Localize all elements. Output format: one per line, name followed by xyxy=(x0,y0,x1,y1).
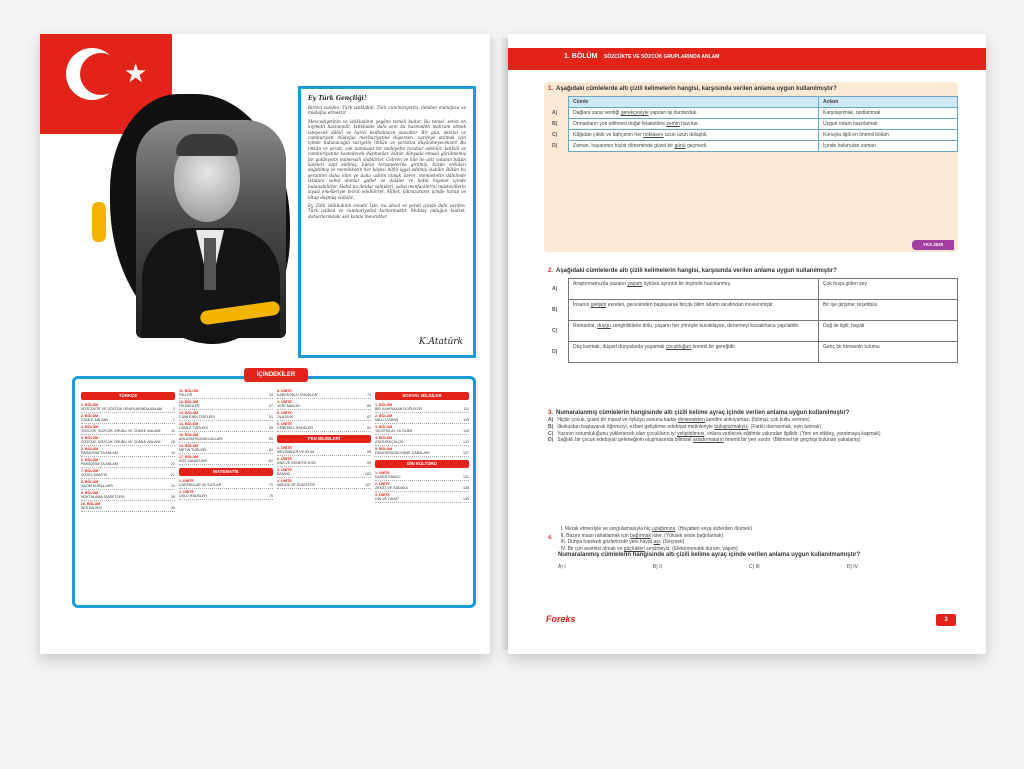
sentence-cell: Düş kurmak, düşsel dünyalarda yaşamak çocukluğun önemli bir gereğidir. xyxy=(569,342,819,363)
sentence-cell: Ormanların yok edilmesi doğal felaketlere zemin hazırlar. xyxy=(569,119,819,130)
toc-chapter: 2. ÜNİTE xyxy=(277,457,292,461)
option-letter: D) xyxy=(552,349,558,356)
toc-item-label: DEMOKRATİKLEŞME ÇABALARI xyxy=(375,451,430,456)
youth-address-box xyxy=(298,86,476,358)
toc-item-page: 87 xyxy=(367,415,371,420)
toc-item-label: FİİLLER xyxy=(179,393,193,398)
right-page xyxy=(508,34,986,654)
option-letter: C) xyxy=(552,328,558,335)
toc-chapter: 14. BÖLÜM xyxy=(179,422,199,426)
table-row xyxy=(548,141,958,152)
toc-item xyxy=(277,426,371,432)
toc-item-label: MİLLİ UYANIŞ xyxy=(375,418,399,423)
toc-item-label: CÜMLENİN ÖGELERİ xyxy=(179,415,215,420)
toc-column-1 xyxy=(81,389,175,513)
option-letter: B) xyxy=(548,424,554,430)
underlined-word: gerekçesiyle xyxy=(620,110,649,117)
option-letter: A) xyxy=(552,286,558,293)
toc-item-label: SES BİLGİSİ xyxy=(81,506,102,511)
toc-item-label: MEVSİMLER VE İKLİM xyxy=(277,450,315,455)
toc-chapter: 1. BÖLÜM xyxy=(81,403,99,407)
toc-item-label: SÖZCÜK, SÖZCÜK GRUBU VE CÜMLE ANLAMI xyxy=(81,440,161,445)
letter-body: Birinci vazifen, Türk istiklâlini, Türk cumhuriyetini, ilelebet muhafaza ve müdafaa etmektir. Mevcudiyetinin ve istikbalinin yegâne temeli budur. Bu temel, senin en kıymetli hazinendir. İstikbalde dahi seni bu hazineden mahrum etmek isteyecek dâhilî ve haricî bedhahların olacaktır. Bir gün, istiklal ve cumhuriyeti müdafaa mecburiyetine düşersen, vazifeye atılmak için içinde bulunacağın vaziyetin imkân ve şeraitini düşünmeyeceksin! Bu imkân ve şerait, çok namüsait bir mahiyette tezahür edebilir. İstiklâl ve cumhuriyetine kastedecek düşmanlar, bütün dünyada emsali görülmemiş bir galibiyetin mümessili olabilirler. Cebren ve hile ile aziz vatanın bütün kaleleri zapt edilmiş, bütün tersanelerine girilmiş, bütün orduları dağıtılmış ve memleketin her köşesi bilfiil işgal edilmiş olabilir. Bütün bu şeraitten daha elim ve daha vahim olmak üzere, memleketin dâhilinde iktidara sahip olanlar gaflet ve dalâlet ve hattâ hıyanet içinde bulunabilirler. Hattâ bu iktidar sahipleri, şahsi menfaatlerini müstevlilerin siyasi emelleriyle tevhit edebilirler. Millet, fakruzaruret içinde harap ve bîtap düşmüş olabilir. Ey Türk istikbalinin evladı! İşte, bu ahval ve şerait içinde dahi vazifen, Türk istiklal ve cumhuriyetini kurtarmaktır. Muhtaç olduğun kudret, damarlarındaki asil kanda mevcuttur. xyxy=(308,105,466,219)
toc-item-page: 131 xyxy=(463,475,469,480)
toc-item xyxy=(81,429,175,435)
publisher-logo: Foreks xyxy=(546,614,576,624)
page-number: 3 xyxy=(936,614,956,626)
toc-item-label: METİN TÜRLERİ xyxy=(179,448,207,453)
toc-item-page: 39 xyxy=(171,506,175,511)
toc-column-4 xyxy=(375,389,469,504)
table-row xyxy=(548,119,958,130)
option-letter: D) xyxy=(548,437,554,444)
numbered-sentence: III. Dünya hareketi gözlemcide yeni hayat aşı. (Seçmek) xyxy=(560,539,685,546)
toc-item xyxy=(81,473,175,479)
toc-chapter: 1. ÜNİTE xyxy=(375,471,390,475)
toc-chapter: 17. BÖLÜM xyxy=(179,455,199,459)
toc-item-label: VERİ ANALİZİ xyxy=(277,404,300,409)
toc-item xyxy=(81,407,175,413)
toc-item-label: ANLATIM BOZUKLUKLARI xyxy=(179,437,223,442)
table-row xyxy=(548,130,958,141)
toc-chapter: 5. ÜNİTE xyxy=(277,411,292,415)
toc-item xyxy=(81,418,175,424)
toc-item xyxy=(81,495,175,501)
toc-item-label: YA İSTİKLAL YA ÖLÜM xyxy=(375,429,413,434)
underlined-word: çocukluğun xyxy=(665,344,692,351)
meaning-cell: İçinde bulunulan zaman xyxy=(819,141,958,152)
toc-item-label: CEBİRSEL İFADELER xyxy=(277,426,314,431)
toc-item xyxy=(375,497,469,503)
question-1-table: Cümle Anlam A) Dağlara zarar verdiği gerekçesiyle yapılan işi durdurduk. Karşılaşılmak, rastlanmak B) Ormanların yok edilmesi doğal felaketlere zemin hazırlar. Uygun ortam hazırlamak C) Kâğıdan çıktık ve bahçenin her noktasını uzun uzun dolaştık. Konuyla ilgili en önemli bölüm D) Zaman, hayatımın hiçbir döneminde güzel bir günü geçmedi. İçinde bulunulan zaman xyxy=(548,96,958,152)
question-3: 3. Numaralanmış cümlelerin hangisinde altı çizili kelime ayraç içinde verilen anlama uygun kullanılmıştır? A) Hiçbir çocuk, güzel bir masal ve öyküyü sonuna kadar dinlemekten kendini alıkoyamaz. (İçtimai, çok kutlu vermek) B) İlkokuldan başlayarak öğrenciyi, ezberi geliştirme edebiyat metinleriyle buluşturmalıyız. (Farklı davranmak, eyin tutmak) C) Yazının sorumluluğunu yüklenecek olan çocukların iyi yetiştirilmesi, onlara verilecek eğitimle yakından ilgilidir. (Yeni en etkileş, yaratmaya kapmak) D) Sağlıklı bir çocuk edebiyatı geleneğinin oluşmasında bilimsel araştırmaların önemli bir yeri vardır. (Bilimsel bir geçmişi bulunan yakalanış) xyxy=(548,410,958,444)
answer-choice: A) I xyxy=(558,563,566,570)
toc-item-page: 23 xyxy=(171,462,175,467)
toc-item-page: 59 xyxy=(269,437,273,442)
toc-item xyxy=(277,404,371,410)
toc-chapter: 1. ÜNİTE xyxy=(179,479,194,483)
toc-chapter: 10. BÖLÜM xyxy=(81,502,101,506)
underlined-word: zemin xyxy=(666,121,680,128)
answer-option: C) Yazının sorumluluğunu yüklenecek olan çocukların iyi yetiştirilmesi, onlara verilecek eğitimle yakından ilgilidir. (Yeni en etkileş, yaratmaya kapmak) xyxy=(548,430,881,437)
toc-item xyxy=(277,450,371,456)
option-letter: C) xyxy=(552,132,558,139)
left-page xyxy=(40,34,490,654)
toc-item-page: 75 xyxy=(269,494,273,499)
toc-item-label: OLASILIK xyxy=(277,415,293,420)
toc-chapter: 8. BÖLÜM xyxy=(81,480,99,484)
toc-item-label: SÖZEL MANTIK xyxy=(81,473,108,478)
toc-chapter: 3. ÜNİTE xyxy=(375,493,390,497)
toc-item-page: 135 xyxy=(463,486,469,491)
toc-item-page: 7 xyxy=(173,418,175,423)
toc-chapter: 4. BÖLÜM xyxy=(81,436,99,440)
toc-chapter: 4. ÜNİTE xyxy=(277,400,292,404)
toc-item-page: 31 xyxy=(171,484,175,489)
toc-column-3 xyxy=(277,389,371,490)
sentence-cell: Romanlar, duygu zenginliklerle dolu, yaşamı her yönüyle kucaklayan, denemeyi kucakmaca yapılabilir. xyxy=(569,321,819,342)
toc-item-page: 79 xyxy=(367,393,371,398)
meaning-cell: Karşılaşılmak, rastlanmak xyxy=(819,108,958,119)
toc-item-label: BİR KAHRAMAN DOĞUYOR xyxy=(375,407,422,412)
toc-item xyxy=(277,472,371,478)
toc-item-page: 123 xyxy=(463,440,469,445)
toc-item-page: 51 xyxy=(269,415,273,420)
toc-item-page: 43 xyxy=(269,393,273,398)
toc-item-page: 11 xyxy=(171,429,175,434)
underlined-word: günü xyxy=(674,143,686,150)
underlined-word: dinlemekten xyxy=(677,417,705,424)
book-spread xyxy=(40,34,986,656)
toc-item xyxy=(81,440,175,446)
option-letter: A) xyxy=(548,417,554,424)
toc-item-label: ÜSLÜ İFADELER xyxy=(179,494,207,499)
sentence-cell: Dağlara zarar verdiği gerekçesiyle yapılan işi durdurduk. xyxy=(569,108,819,119)
option-letter: B) xyxy=(552,307,558,314)
toc-chapter: 3. BÖLÜM xyxy=(81,425,99,429)
table-row xyxy=(548,321,958,342)
toc-item-page: 3 xyxy=(173,407,175,412)
toc-chapter: 6. ÜNİTE xyxy=(277,422,292,426)
toc-item-page: 35 xyxy=(171,495,175,500)
toc-item xyxy=(375,429,469,435)
toc-item xyxy=(179,426,273,432)
toc-item-label: CÜMLE ANLAMI xyxy=(81,418,108,423)
toc-chapter: 3. ÜNİTE xyxy=(277,389,292,393)
toc-item-page: 47 xyxy=(269,404,273,409)
toc-item xyxy=(179,459,273,465)
answer-option: B) İlkokuldan başlayarak öğrenciyi, ezberi geliştirme edebiyat metinleriyle buluşturmalıyız. (Farklı davranmak, eyin tutmak) xyxy=(548,424,822,430)
toc-chapter: 3. ÜNİTE xyxy=(277,468,292,472)
sentence-cell: Araştırmamızda yazarın yaşam öyküsü ayrıntılı bir biçimde hazırlanmış. xyxy=(569,279,819,300)
toc-section: TÜRKÇE xyxy=(81,392,175,400)
answer-option: D) Sağlıklı bir çocuk edebiyatı geleneğinin oluşmasında bilimsel araştırmaların önemli bir yeri vardır. (Bilimsel bir geçmişi bulunan yakalanış) xyxy=(548,437,861,444)
toc-item-label: ÇARPANLAR VE KATLAR xyxy=(179,483,222,488)
answer-choice: C) III xyxy=(748,563,760,570)
unit-title: SÖZCÜKTE VE SÖZCÜK GRUPLARINDA ANLAM xyxy=(604,54,720,60)
table-of-contents xyxy=(72,376,476,608)
table-row xyxy=(548,108,958,119)
table-row xyxy=(548,300,958,321)
underlined-word: uzağımıza xyxy=(652,526,676,532)
toc-item-page: 127 xyxy=(463,451,469,456)
underlined-word: güçlükleri xyxy=(623,545,645,552)
underlined-word: buluşturmalıyız xyxy=(714,424,748,430)
toc-item xyxy=(179,415,273,421)
toc-item xyxy=(277,461,371,467)
toc-item-page: 115 xyxy=(463,418,469,423)
book-gutter xyxy=(490,38,508,650)
table-row xyxy=(548,342,958,363)
toc-chapter: 2. ÜNİTE xyxy=(179,490,194,494)
toc-chapter: 2. BÖLÜM xyxy=(81,414,99,418)
toc-item-page: 19 xyxy=(171,451,175,456)
toc-item xyxy=(179,448,273,454)
toc-section: MATEMATİK xyxy=(179,468,273,476)
toc-item xyxy=(179,437,273,443)
toc-item-label: PARAGRAFTA ANLAM xyxy=(81,462,118,467)
toc-item-label: CÜMLE TÜRLERİ xyxy=(179,426,208,431)
question-3-options xyxy=(548,417,958,443)
numbered-sentence: I. Merak etmesiyle ve sorgulamasıyla hiç uzağımıza. (Hayatten veya sizlerden ölümek) xyxy=(560,526,753,532)
toc-item-page: 71 xyxy=(269,483,273,488)
toc-item xyxy=(179,483,273,489)
toc-chapter: 7. BÖLÜM xyxy=(81,469,99,473)
toc-chapter: 15. BÖLÜM xyxy=(179,433,199,437)
toc-item-label: DİN VE HAYAT xyxy=(375,497,400,502)
meaning-cell: Konuyla ilgili en önemli bölüm xyxy=(819,130,958,141)
toc-chapter: 2. ÜNİTE xyxy=(375,482,390,486)
sentence-cell: İnsanın gelişim evreleri, gecesinden başlayarak birçok bilim adamı tarafından incelenmiştir. xyxy=(569,300,819,321)
toc-item-page: 103 xyxy=(365,472,371,477)
toc-item-label: SÖZ SANATLARI xyxy=(179,459,208,464)
underlined-word: araştırmaların xyxy=(692,437,724,444)
toc-chapter: 16. BÖLÜM xyxy=(179,444,199,448)
toc-item-label: ZEKÂT VE SADAKA xyxy=(375,486,408,491)
toc-section: DİN KÜLTÜRÜ xyxy=(375,460,469,468)
toc-item xyxy=(277,393,371,399)
toc-chapter: 11. BÖLÜM xyxy=(179,389,198,393)
toc-item xyxy=(375,440,469,446)
toc-chapter: 4. BÖLÜM xyxy=(375,436,393,440)
toc-item-page: 95 xyxy=(367,450,371,455)
toc-item-label: PARAGRAFTA ANLAM xyxy=(81,451,118,456)
toc-chapter: 5. BÖLÜM xyxy=(375,447,393,451)
toc-item-page: 63 xyxy=(269,448,273,453)
toc-item-label: BASINÇ xyxy=(277,472,291,477)
toc-item-label: MADDE VE ENDÜSTRİ xyxy=(277,483,316,488)
toc-item-page: 27 xyxy=(171,473,175,478)
question-1: 1. Aşağıdaki cümlelerde altı çizili kelimelerin hangisi, karşısında verilen anlama uygun kullanılmıştır? Cümle Anlam A) Dağlara zarar verdiği gerekçesiyle yapılan işi durdurduk. Karşılaşılmak, rastlanmak B) Ormanların yok edilmesi doğal felaketlere zemin hazırlar. Uygun ortam hazırlamak C) Kâğıdan çıktık ve bahçenin her noktasını uzun uzun dolaştık. Konuyla ilgili en önemli bölüm D) Zaman, hayatımın hiçbir döneminde güzel bir günü geçmedi. İçinde bulunulan zaman xyxy=(548,86,958,152)
toc-item xyxy=(81,506,175,512)
toc-item xyxy=(179,393,273,399)
toc-item-label: FİİLİMSİLER xyxy=(179,404,200,409)
toc-item xyxy=(375,418,469,424)
toc-chapter: 1. ÜNİTE xyxy=(277,446,292,450)
toc-item-label: SÖZCÜKTE VE SÖZCÜK GRUPLARINDA ANLAM xyxy=(81,407,163,412)
toc-item xyxy=(277,483,371,489)
question-4-choices xyxy=(558,564,858,570)
toc-item-page: 99 xyxy=(367,461,371,466)
toc-item-page: 91 xyxy=(367,426,371,431)
toc-item xyxy=(375,486,469,492)
toc-chapter: 5. BÖLÜM xyxy=(81,447,99,451)
toc-chapter: 4. ÜNİTE xyxy=(277,479,292,483)
question-2-table xyxy=(548,278,958,363)
table-row xyxy=(548,279,958,300)
toc-item-label: DNA VE GENETİK KOD xyxy=(277,461,316,466)
toc-section: SOSYAL BİLGİLER xyxy=(375,392,469,400)
underlined-word: bağırmak xyxy=(630,532,651,539)
toc-item-label: SÖZCÜK, SÖZCÜK GRUBU VE CÜMLE ANLAMI xyxy=(81,429,161,434)
unit-label: 1. BÖLÜM xyxy=(564,53,598,60)
unit-header xyxy=(508,48,986,70)
toc-chapter: 12. BÖLÜM xyxy=(179,400,199,404)
underlined-word: aşı xyxy=(653,539,661,546)
toc-item xyxy=(375,451,469,457)
option-letter: C) xyxy=(548,430,554,437)
toc-item xyxy=(81,484,175,490)
star-icon: ★ xyxy=(124,58,148,88)
toc-item xyxy=(179,494,273,500)
meaning-cell: Doğ ile ilgili; hayati xyxy=(819,321,958,342)
underlined-word: yetiştirilmesi xyxy=(676,430,705,437)
toc-chapter: 13. BÖLÜM xyxy=(179,411,199,415)
toc-item xyxy=(81,462,175,468)
toc-item-page: 83 xyxy=(367,404,371,409)
numbered-sentence: II. Bazen insan rahatlamak için bağırmak ister. (Yüksek sesle bağırlamak) xyxy=(560,532,724,539)
toc-chapter: 6. BÖLÜM xyxy=(81,458,99,462)
toc-item xyxy=(277,415,371,421)
question-2: 2. Aşağıdaki cümlelerde altı çizili kelimelerin hangisi, karşısında verilen anlama uygun kullanılmıştır? A) Araştırmamızda yazarın yaşam öyküsü ayrıntılı bir biçimde hazırlanmış. Çok hoşa giden şey B) İnsanın gelişim evreleri, gecesinden başlayarak birçok bilim adamı tarafından incelenmiştir. Bir işe girişme; teşebbüs C) Romanlar, duygu zenginliklerle dolu, yaşamı her yönüyle kucaklayan, denemeyi kucakmaca yapılabilir. Doğ ile ilgili; hayati D) Düş kurmak, düşsel dünyalarda yaşamak çocukluğun önemli bir gereğidir. Genç bir kimsenin tutumu xyxy=(548,268,958,363)
toc-chapter: 2. BÖLÜM xyxy=(375,414,393,418)
toc-chapter: 9. BÖLÜM xyxy=(81,491,99,495)
meaning-cell: Genç bir kimsenin tutumu xyxy=(819,342,958,363)
sentence-cell: Zaman, hayatımın hiçbir döneminde güzel bir günü geçmedi. xyxy=(569,141,819,152)
sentence-cell: Kâğıdan çıktık ve bahçenin her noktasını uzun uzun dolaştık. xyxy=(569,130,819,141)
toc-column-2 xyxy=(179,389,273,501)
toc-item-label: ATATÜRKÇÜLÜK xyxy=(375,440,404,445)
meaning-cell: Bir işe girişme; teşebbüs xyxy=(819,300,958,321)
toc-item-page: 107 xyxy=(365,483,371,488)
letter-title: Ey Türk Gençliği! xyxy=(308,95,367,102)
meaning-cell: Uygun ortam hazırlamak xyxy=(819,119,958,130)
toc-item-page: 139 xyxy=(463,497,469,502)
toc-item-label: YAZIM KURALLARI xyxy=(81,484,113,489)
answer-option: A) Hiçbir çocuk, güzel bir masal ve öyküyü sonuna kadar dinlemekten kendini alıkoyamaz. (İçtimai, çok kutlu vermek) xyxy=(548,417,810,424)
toc-item-page: 55 xyxy=(269,426,273,431)
question-4-sentences xyxy=(561,526,957,552)
toc-title: İÇİNDEKİLER xyxy=(244,368,308,382)
toc-item-page: 15 xyxy=(171,440,175,445)
underlined-word: noktasını xyxy=(643,132,664,139)
toc-item xyxy=(375,407,469,413)
toc-chapter: 3. BÖLÜM xyxy=(375,425,393,429)
toc-item xyxy=(375,475,469,481)
yks-tag: YKS 2020 xyxy=(912,240,954,250)
toc-section: FEN BİLİMLERİ xyxy=(277,435,371,443)
toc-item xyxy=(81,451,175,457)
underlined-word: gelişim xyxy=(590,302,607,309)
numbered-sentence: IV. Bir işin acemisi olmak ve güçlükleri sevilmeyiz. (Elektronmatik durum, yapım) xyxy=(560,545,738,552)
question-4: 4. I. Merak etmesiyle ve sorgulamasıyla hiç uzağımıza. (Hayatten veya sizlerden ölümek) II. Bazen insan rahatlamak için bağırmak ister. (Yüksek sesle bağırlamak) III. Dünya hareketi gözlemcide yeni hayat aşı. (Seçmek) IV. Bir işin acemisi olmak ve güçlükleri sevilmeyiz. (Elektronmatik durum, yapım) Numaralanmış cümlelerin hangisinde altı çizili kelime ayraç içinde verilen anlama uygun kullanılmamıştır? A) I B) II C) III D) IV xyxy=(548,526,958,570)
option-letter: B) xyxy=(552,121,558,128)
option-letter: A) xyxy=(552,110,558,117)
option-letter: D) xyxy=(552,143,558,150)
underlined-word: yaşam xyxy=(627,281,643,288)
underlined-word: duygu xyxy=(597,323,611,330)
toc-item xyxy=(179,404,273,410)
toc-item-label: NOKTALAMA İŞARETLERİ xyxy=(81,495,125,500)
answer-choice: D) IV xyxy=(846,563,858,570)
toc-item-label: KADER İNANCI xyxy=(375,475,401,480)
toc-item-page: 67 xyxy=(269,459,273,464)
signature: K.Atatürk xyxy=(418,337,463,347)
toc-item-page: 111 xyxy=(463,407,469,412)
toc-item-label: KAREKÖKLÜ İFADELER xyxy=(277,393,318,398)
answer-choice: B) II xyxy=(652,563,662,570)
toc-chapter: 1. BÖLÜM xyxy=(375,403,393,407)
toc-item-page: 119 xyxy=(463,429,469,434)
meaning-cell: Çok hoşa giden şey xyxy=(819,279,958,300)
